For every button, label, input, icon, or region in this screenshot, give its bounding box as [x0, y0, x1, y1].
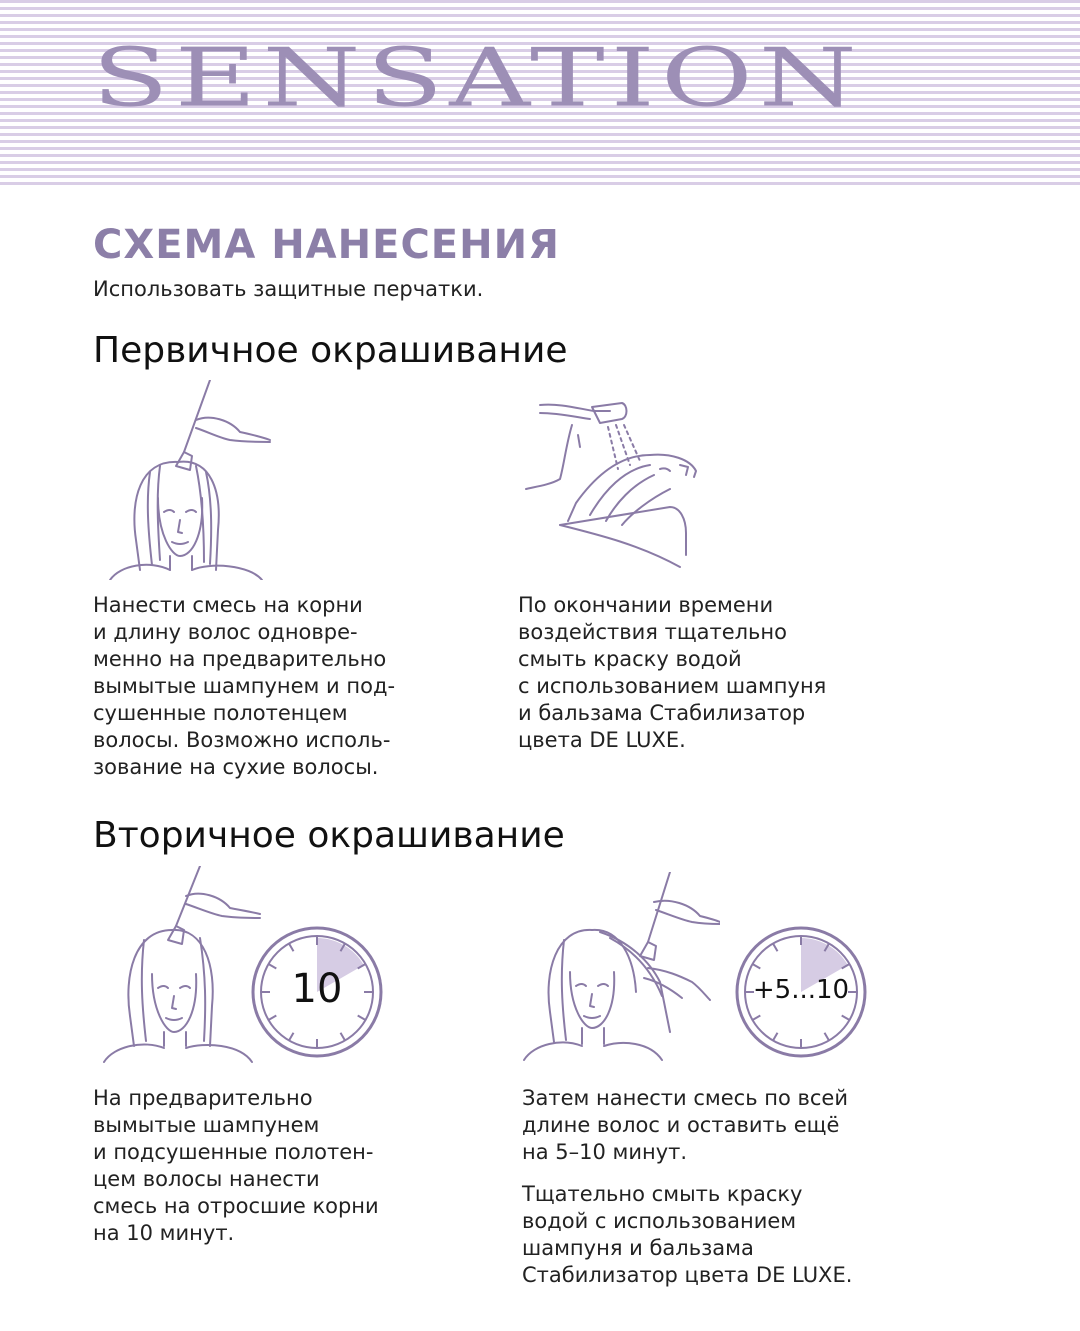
- timer-tick: [358, 1016, 366, 1021]
- secondary-step2-rinse-text: Тщательно смыть краску водой с использованием шампуня и бальзама Стабилизатор цвета DE LUXE.: [522, 1182, 853, 1287]
- timer-tick: [289, 944, 294, 952]
- primary-step1-text: Нанести смесь на корни и длину волос одновре- менно на предварительно вымытые шампунем и под- сушенные полотенцем волосы. Возможно исполь- зование на сухие волосы.: [93, 593, 396, 779]
- brand-logo: SENSATION: [92, 31, 863, 126]
- primary-coloring-heading: Первичное окрашивание: [93, 330, 568, 371]
- timer-10-label: 10: [291, 966, 343, 1012]
- gloves-note: Использовать защитные перчатки.: [93, 277, 484, 301]
- hair-roots-application-icon: [100, 866, 270, 1066]
- secondary-step1-text: На предварительно вымытые шампунем и подсушенные полотен- цем волосы нанести смесь на отросшие корни на 10 минут.: [93, 1086, 379, 1245]
- timer-tick: [269, 1016, 277, 1021]
- primary-step2-text: По окончании времени воздействия тщательно смыть краску водой с использованием шампуня и бальзама Стабилизатор цвета DE LUXE.: [518, 593, 827, 752]
- timer-tick: [341, 1033, 346, 1041]
- secondary-step2-text: Затем нанести смесь по всей длине волос и оставить ещё на 5–10 минут.: [522, 1086, 849, 1164]
- timer-5-10-label: +5...10: [752, 975, 850, 1005]
- hair-length-application-icon: [520, 872, 720, 1062]
- timer-tick: [289, 1033, 294, 1041]
- hair-rinse-icon: [520, 395, 710, 585]
- timer-tick: [753, 1016, 761, 1021]
- timer-tick: [773, 1033, 778, 1041]
- timer-tick: [773, 944, 778, 952]
- hair-brush-application-icon: [100, 380, 280, 580]
- timer-tick: [842, 1016, 850, 1021]
- timer-tick: [825, 1033, 830, 1041]
- page-title: СХЕМА НАНЕСЕНИЯ: [93, 222, 560, 268]
- timer-tick: [753, 964, 761, 969]
- secondary-coloring-heading: Вторичное окрашивание: [93, 815, 565, 856]
